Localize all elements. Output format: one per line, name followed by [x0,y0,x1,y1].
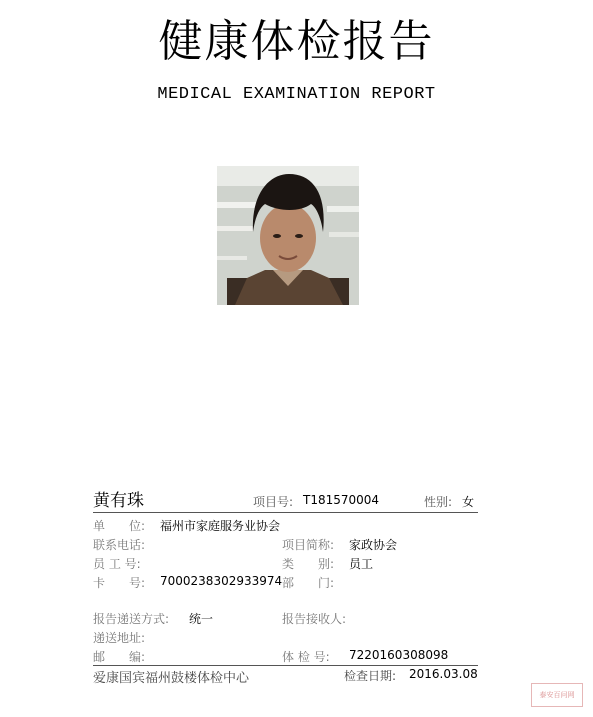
exam-no-label: 体 检 号: [282,650,330,664]
dept-label: 部 门: [282,576,335,590]
unit-value: 福州市家庭服务业协会 [160,519,281,533]
header-divider [93,512,478,513]
unit-label: 单 位: [93,519,146,533]
patient-photo-image [217,166,359,305]
project-no-label: 项目号: [253,495,294,509]
footer-divider [93,665,478,666]
phone-label: 联系电话: [93,538,146,552]
report-subtitle: MEDICAL EXAMINATION REPORT [157,85,436,104]
address-label: 递送地址: [93,631,146,645]
exam-no-value: 7220160308098 [349,648,449,662]
project-no-value: T181570004 [303,493,380,507]
category-value: 员工 [349,557,374,571]
delivery-label: 报告递送方式: [93,612,170,626]
card-value: 7000238302933974 [160,574,283,588]
gender-label: 性别: [424,495,453,509]
employee-no-label: 员 工 号: [93,557,141,571]
project-short-label: 项目简称: [282,538,335,552]
receiver-label: 报告接收人: [282,612,347,626]
exam-date-label: 检查日期: [344,669,397,683]
project-short-value: 家政协会 [349,538,398,552]
patient-name: 黄有珠 [93,491,144,511]
postcode-label: 邮 编: [93,650,146,664]
exam-date-value: 2016.03.08 [409,667,478,681]
gender-value: 女 [462,495,475,509]
exam-center-name: 爱康国宾福州鼓楼体检中心 [93,671,250,686]
category-label: 类 别: [282,557,335,571]
report-title: 健康体检报告 [158,16,435,67]
card-label: 卡 号: [93,576,146,590]
watermark-stamp: 泰安百问网 [531,683,583,707]
patient-photo [217,166,359,305]
delivery-value: 统一 [189,612,214,626]
